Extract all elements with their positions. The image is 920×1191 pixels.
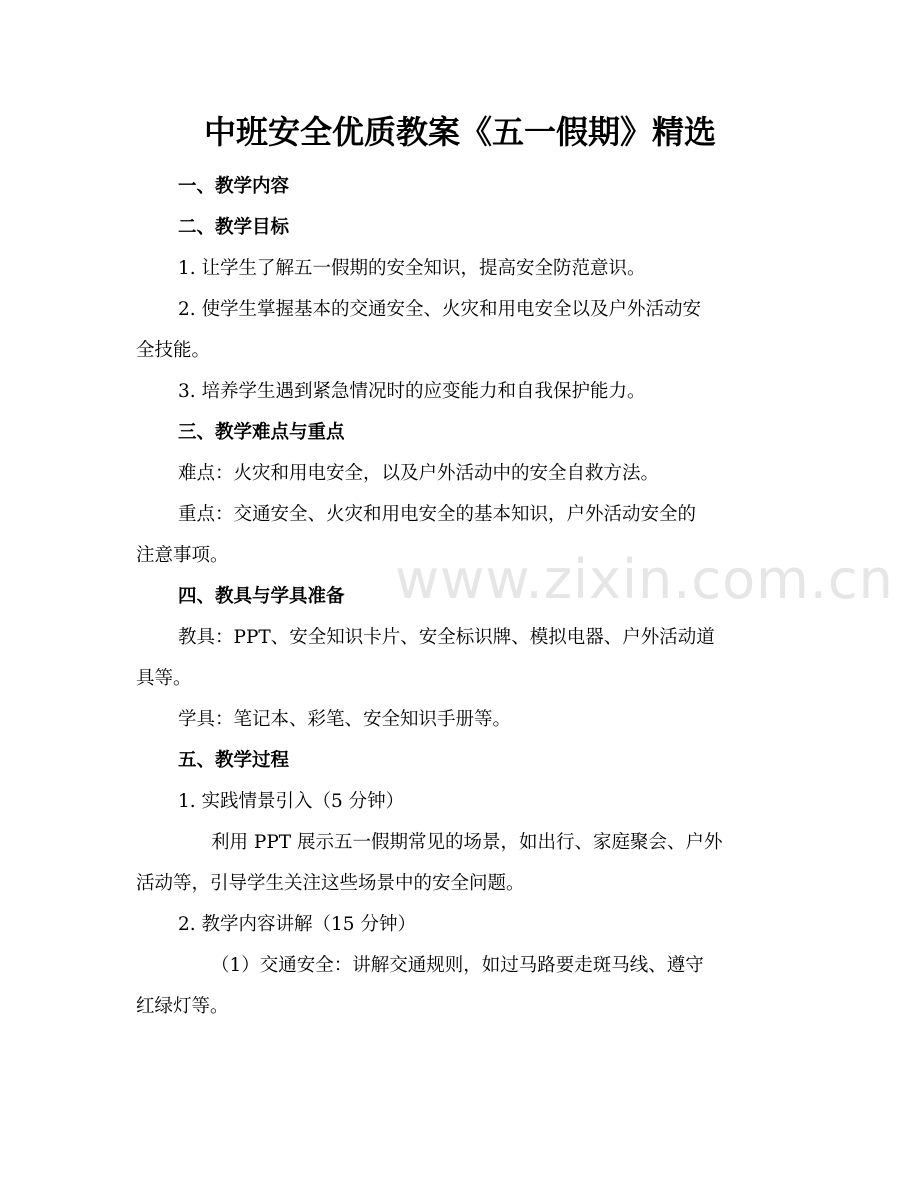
paragraph-line: 2. 使学生掌握基本的交通安全、火灾和用电安全以及户外活动安 (178, 299, 702, 320)
section-heading: 四、教具与学具准备 (178, 586, 345, 607)
paragraph-line: 难点：火灾和用电安全，以及户外活动中的安全自救方法。 (178, 463, 660, 484)
paragraph-line: 1. 让学生了解五一假期的安全知识，提高安全防范意识。 (178, 258, 646, 279)
section-heading: 二、教学目标 (178, 217, 290, 238)
section-heading: 一、教学内容 (178, 176, 290, 197)
section-heading: 三、教学难点与重点 (178, 422, 345, 443)
paragraph-line: 教具：PPT、安全知识卡片、安全标识牌、模拟电器、户外活动道 (178, 627, 715, 648)
paragraph-line: 注意事项。 (136, 545, 229, 566)
paragraph-line: 2. 教学内容讲解（15 分钟） (178, 914, 416, 935)
paragraph-line: 利用 PPT 展示五一假期常见的场景，如出行、家庭聚会、户外 (211, 832, 723, 853)
paragraph-line: 1. 实践情景引入（5 分钟） (178, 791, 405, 812)
paragraph-line: 学具：笔记本、彩笔、安全知识手册等。 (178, 709, 512, 730)
paragraph-line: 具等。 (136, 668, 192, 689)
paragraph-line: （1）交通安全：讲解交通规则，如过马路要走斑马线、遵守 (211, 955, 704, 976)
paragraph-line: 重点：交通安全、火灾和用电安全的基本知识，户外活动安全的 (178, 504, 697, 525)
paragraph-line: 活动等，引导学生关注这些场景中的安全问题。 (136, 873, 525, 894)
document-title: 中班安全优质教案《五一假期》精选 (203, 113, 716, 151)
paragraph-line: 红绿灯等。 (136, 996, 229, 1017)
paragraph-line: 3. 培养学生遇到紧急情况时的应变能力和自我保护能力。 (178, 381, 646, 402)
watermark: www.zixin.com.cn (395, 548, 894, 611)
paragraph-line: 全技能。 (136, 340, 211, 361)
section-heading: 五、教学过程 (178, 750, 290, 771)
